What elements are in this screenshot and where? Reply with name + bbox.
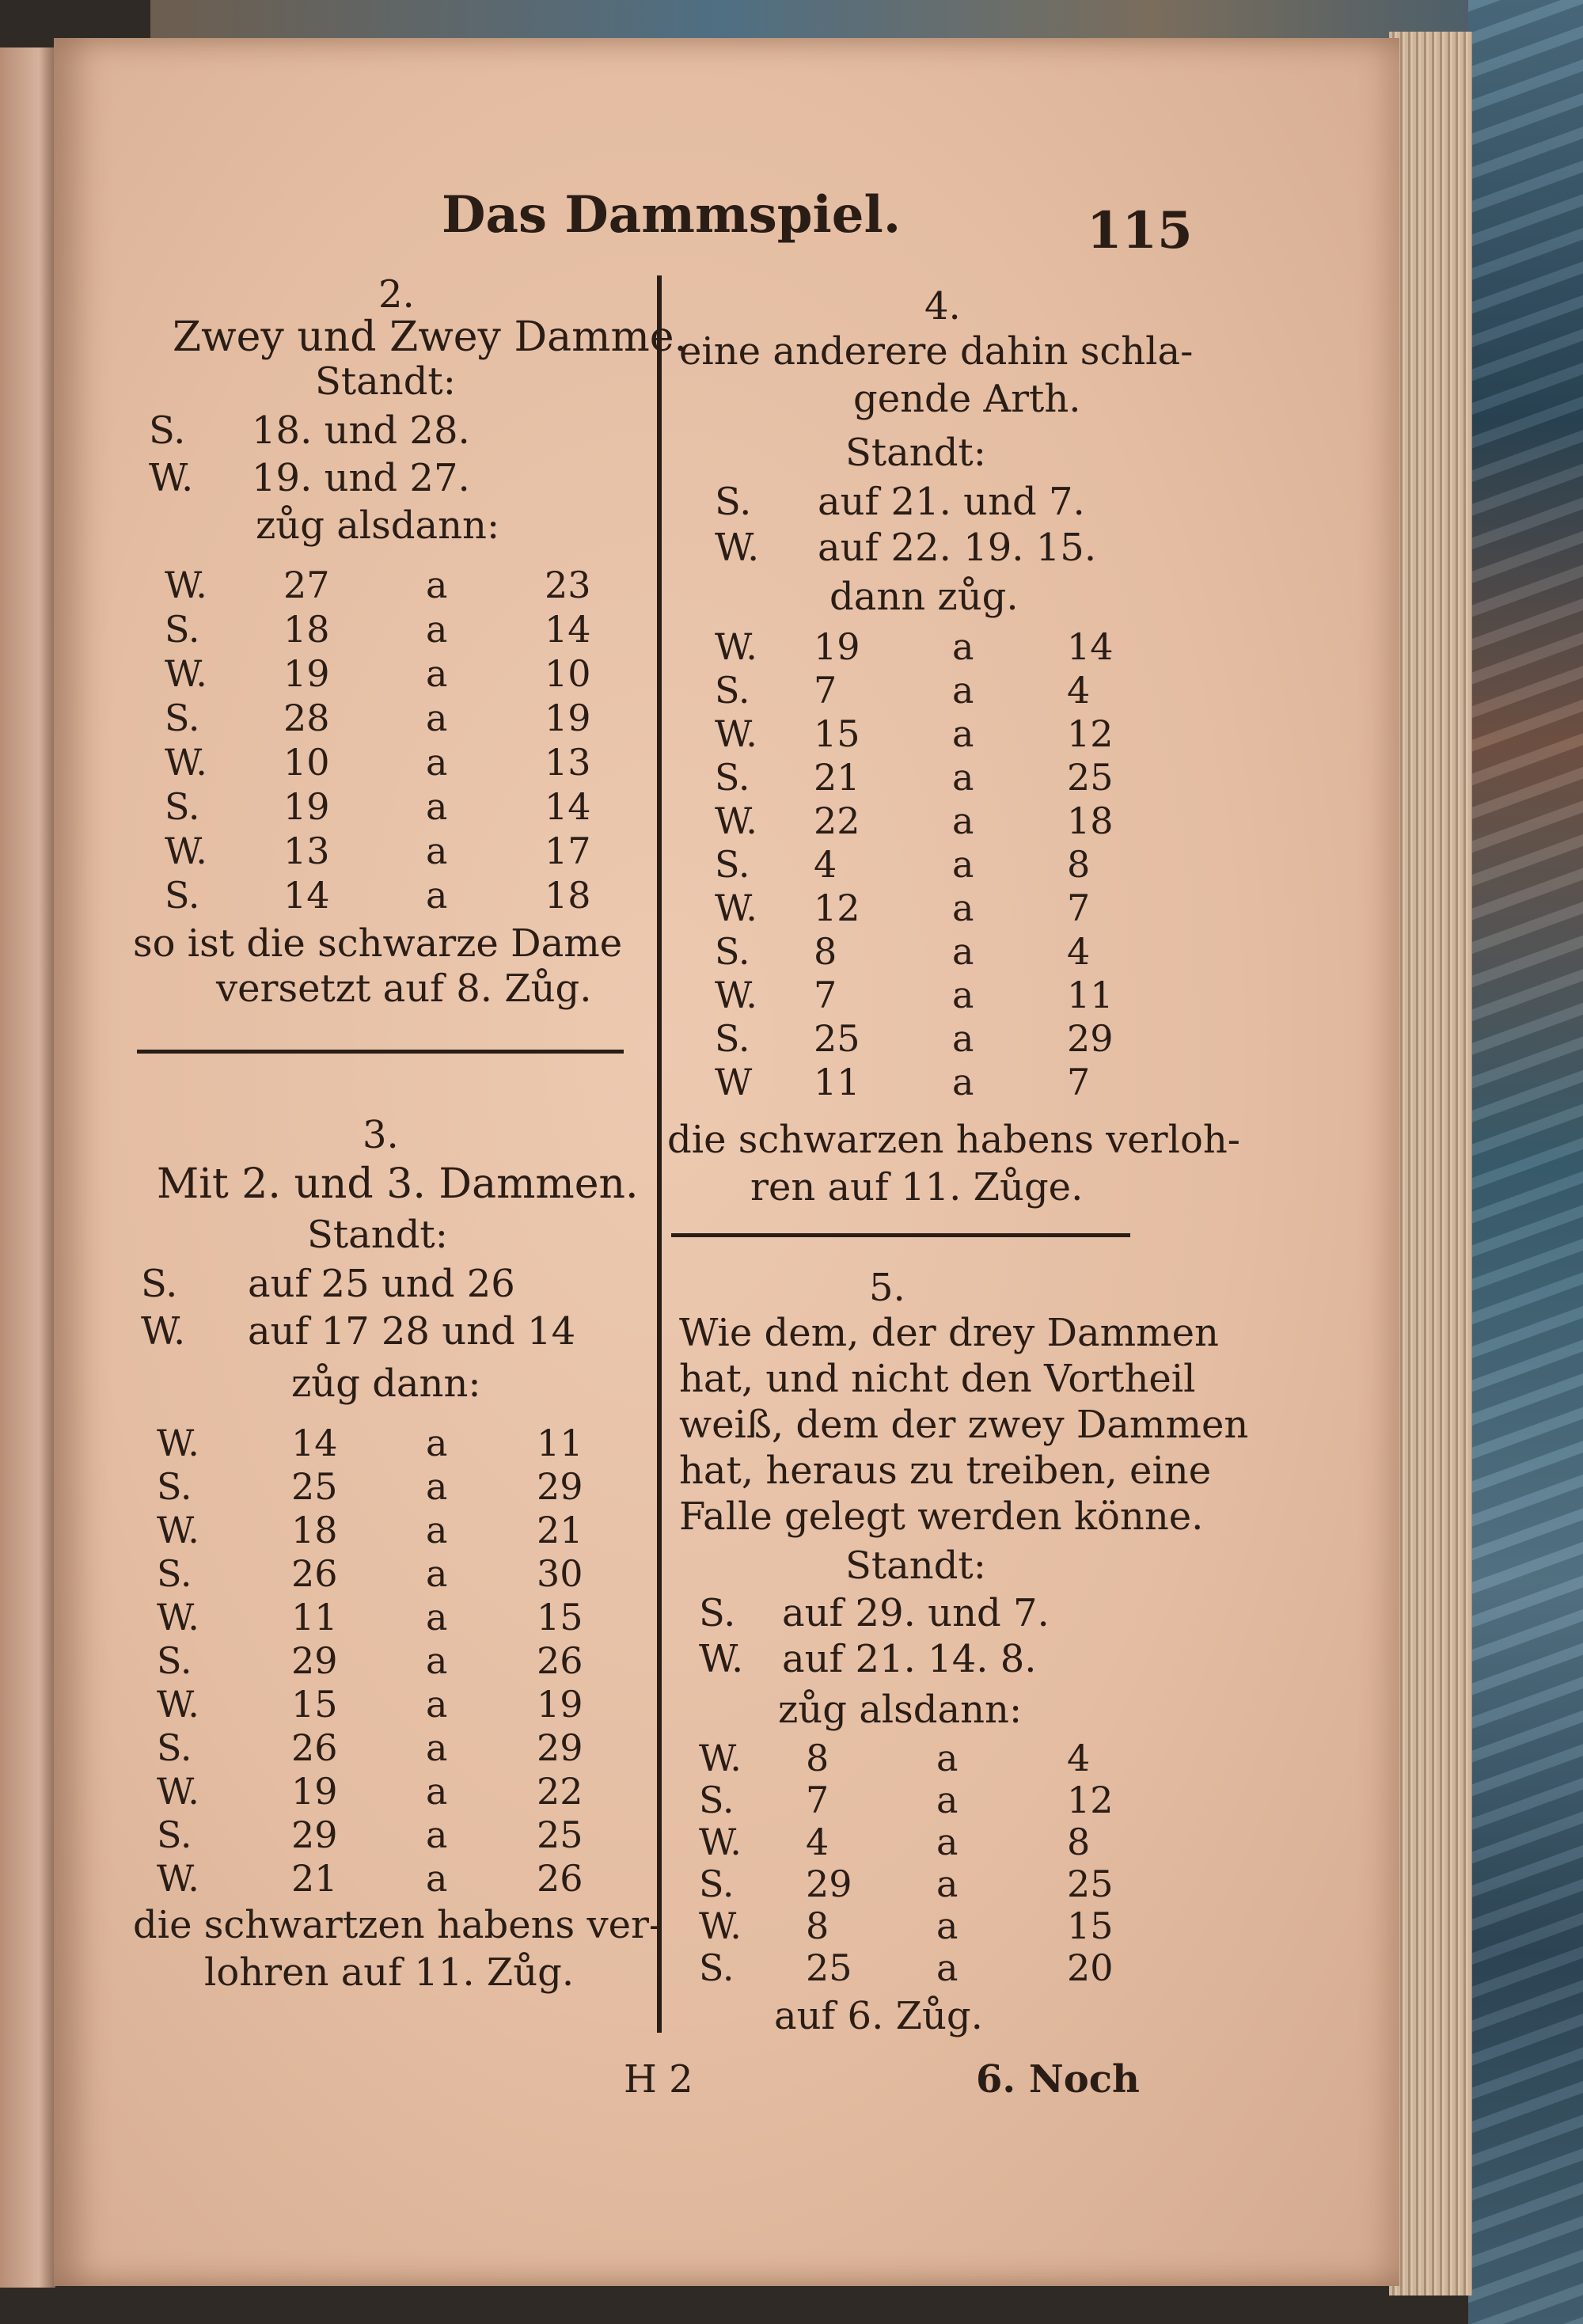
move-side: W.: [715, 974, 757, 1016]
move-side: S.: [157, 1639, 192, 1682]
move-from: 19: [814, 625, 860, 668]
move-separator: a: [952, 799, 974, 842]
moves-label: zůg alsdann:: [778, 1688, 1023, 1732]
move-separator: a: [936, 1904, 959, 1947]
move-separator: a: [426, 697, 448, 739]
move-separator: a: [952, 930, 974, 973]
move-side: W.: [715, 887, 757, 929]
move-to: 25: [1067, 1863, 1114, 1905]
move-side: W.: [157, 1857, 199, 1900]
move-separator: a: [426, 1770, 448, 1813]
move-to: 11: [1067, 974, 1114, 1016]
move-separator: a: [426, 652, 448, 695]
move-to: 8: [1067, 843, 1091, 886]
section-divider: [137, 1050, 624, 1054]
move-from: 25: [291, 1465, 338, 1508]
standt-side: S.: [149, 408, 186, 453]
move-separator: a: [952, 887, 974, 929]
move-from: 19: [291, 1770, 338, 1813]
move-from: 28: [283, 697, 330, 739]
move-from: 29: [806, 1863, 852, 1905]
move-to: 19: [537, 1683, 583, 1726]
move-side: S.: [165, 874, 200, 917]
standt-side: W.: [699, 1637, 744, 1681]
standt-side: W.: [141, 1309, 186, 1354]
result-line: auf 6. Zůg.: [774, 1994, 983, 2038]
result-line: so ist die schwarze Dame: [133, 921, 623, 966]
move-to: 20: [1067, 1946, 1114, 1989]
move-to: 29: [1067, 1017, 1114, 1060]
move-to: 14: [545, 608, 591, 651]
move-from: 12: [814, 887, 860, 929]
move-side: S.: [699, 1863, 735, 1905]
move-side: W.: [157, 1770, 199, 1813]
move-side: S.: [699, 1779, 735, 1821]
move-separator: a: [952, 669, 974, 712]
move-side: S.: [715, 756, 750, 799]
move-to: 29: [537, 1726, 583, 1769]
move-from: 19: [283, 652, 330, 695]
standt-side: S.: [715, 480, 752, 524]
move-from: 7: [814, 974, 837, 1016]
move-separator: a: [426, 1813, 448, 1856]
move-to: 30: [537, 1552, 583, 1595]
result-line: die schwartzen habens ver-: [133, 1903, 662, 1947]
section-title: gende Arth.: [853, 377, 1081, 421]
move-separator: a: [952, 1061, 974, 1103]
section-title: Mit 2. und 3. Dammen.: [157, 1160, 639, 1208]
move-from: 14: [283, 874, 330, 917]
moves-label: dann zůg.: [829, 575, 1019, 619]
move-from: 26: [291, 1726, 338, 1769]
standt-label: Standt:: [315, 359, 456, 404]
page-number: 115: [1087, 201, 1193, 260]
move-separator: a: [426, 608, 448, 651]
move-separator: a: [952, 756, 974, 799]
move-separator: a: [952, 843, 974, 886]
move-to: 17: [545, 830, 591, 872]
section-number: 2.: [378, 272, 415, 317]
standt-side: S.: [699, 1591, 736, 1635]
move-to: 21: [537, 1509, 583, 1551]
standt-value: auf 25 und 26: [248, 1262, 515, 1306]
move-side: S.: [157, 1813, 192, 1856]
book-page: [54, 38, 1399, 2286]
section-title: Zwey und Zwey Damme.: [173, 313, 688, 361]
move-to: 19: [545, 697, 591, 739]
move-from: 18: [283, 608, 330, 651]
move-side: S.: [715, 930, 750, 973]
move-separator: a: [426, 564, 448, 606]
move-to: 29: [537, 1465, 583, 1508]
standt-value: auf 21. 14. 8.: [782, 1637, 1037, 1681]
move-to: 23: [545, 564, 591, 606]
standt-value: auf 22. 19. 15.: [818, 526, 1097, 570]
move-from: 29: [291, 1639, 338, 1682]
move-side: W.: [165, 652, 207, 695]
move-to: 8: [1067, 1821, 1091, 1863]
page-title: Das Dammspiel.: [442, 185, 902, 245]
move-separator: a: [426, 1422, 448, 1464]
move-separator: a: [426, 874, 448, 917]
section-title: Wie dem, der drey Dammen: [679, 1311, 1219, 1355]
move-side: W.: [699, 1737, 742, 1779]
move-side: W.: [699, 1904, 742, 1947]
move-side: W.: [165, 564, 207, 606]
catchword: 6. Noch: [976, 2057, 1140, 2102]
move-to: 4: [1067, 930, 1091, 973]
move-from: 18: [291, 1509, 338, 1551]
standt-value: auf 29. und 7.: [782, 1591, 1050, 1635]
move-side: W.: [715, 625, 757, 668]
result-line: die schwarzen habens verloh-: [667, 1118, 1241, 1162]
standt-value: auf 21. und 7.: [818, 480, 1085, 524]
result-line: ren auf 11. Zůge.: [750, 1165, 1084, 1209]
moves-label: zůg alsdann:: [256, 503, 500, 548]
section-title: weiß, dem der zwey Dammen: [679, 1403, 1249, 1447]
move-from: 7: [814, 669, 837, 712]
section-title: eine anderere dahin schla-: [679, 329, 1194, 374]
move-to: 7: [1067, 887, 1091, 929]
move-separator: a: [952, 712, 974, 755]
move-to: 15: [537, 1596, 583, 1639]
section-number: 4.: [924, 284, 961, 328]
section-divider: [671, 1233, 1130, 1237]
result-line: lohren auf 11. Zůg.: [204, 1950, 575, 1995]
standt-label: Standt:: [845, 431, 986, 475]
move-separator: a: [952, 1017, 974, 1060]
move-from: 21: [814, 756, 860, 799]
move-to: 12: [1067, 1779, 1114, 1821]
move-side: W.: [157, 1683, 199, 1726]
move-to: 25: [1067, 756, 1114, 799]
move-side: W.: [715, 712, 757, 755]
move-from: 25: [806, 1946, 852, 1989]
move-from: 29: [291, 1813, 338, 1856]
move-to: 18: [1067, 799, 1114, 842]
page-stack-edges: [1389, 32, 1472, 2296]
move-separator: a: [426, 830, 448, 872]
move-side: S.: [165, 697, 200, 739]
move-side: S.: [157, 1465, 192, 1508]
standt-side: W.: [715, 526, 760, 570]
move-from: 8: [814, 930, 837, 973]
move-separator: a: [952, 974, 974, 1016]
move-to: 10: [545, 652, 591, 695]
move-separator: a: [426, 1596, 448, 1639]
move-separator: a: [936, 1946, 959, 1989]
move-separator: a: [426, 1683, 448, 1726]
move-from: 11: [291, 1596, 338, 1639]
section-title: Falle gelegt werden könne.: [679, 1494, 1204, 1539]
move-separator: a: [426, 1552, 448, 1595]
move-from: 8: [806, 1737, 829, 1779]
move-side: S.: [157, 1552, 192, 1595]
section-title: hat, heraus zu treiben, eine: [679, 1449, 1212, 1493]
move-side: W.: [165, 741, 207, 784]
move-from: 4: [806, 1821, 829, 1863]
standt-label: Standt:: [845, 1544, 986, 1588]
move-side: S.: [715, 1017, 750, 1060]
move-from: 15: [291, 1683, 338, 1726]
move-from: 21: [291, 1857, 338, 1900]
move-from: 15: [814, 712, 860, 755]
move-side: W.: [165, 830, 207, 872]
move-side: S.: [699, 1946, 735, 1989]
move-to: 14: [1067, 625, 1114, 668]
column-divider: [657, 275, 662, 2033]
move-to: 4: [1067, 1737, 1091, 1779]
facing-page-edge: [0, 47, 55, 2288]
move-separator: a: [936, 1737, 959, 1779]
move-side: S.: [165, 608, 200, 651]
move-separator: a: [426, 1465, 448, 1508]
move-from: 25: [814, 1017, 860, 1060]
book-cover-marbled-edge: [1468, 0, 1583, 2324]
move-side: W.: [715, 799, 757, 842]
move-to: 15: [1067, 1904, 1114, 1947]
move-from: 26: [291, 1552, 338, 1595]
move-to: 11: [537, 1422, 583, 1464]
move-from: 22: [814, 799, 860, 842]
signature-mark: H 2: [624, 2057, 693, 2102]
move-to: 4: [1067, 669, 1091, 712]
move-side: S.: [715, 669, 750, 712]
section-title: hat, und nicht den Vortheil: [679, 1357, 1196, 1401]
section-number: 5.: [869, 1266, 905, 1310]
moves-label: zůg dann:: [291, 1361, 481, 1406]
move-to: 13: [545, 741, 591, 784]
move-side: S.: [165, 785, 200, 828]
move-from: 14: [291, 1422, 338, 1464]
move-side: W.: [157, 1422, 199, 1464]
move-separator: a: [936, 1779, 959, 1821]
move-from: 8: [806, 1904, 829, 1947]
move-separator: a: [426, 1639, 448, 1682]
move-separator: a: [426, 741, 448, 784]
move-side: W.: [157, 1596, 199, 1639]
move-to: 12: [1067, 712, 1114, 755]
move-from: 11: [814, 1061, 860, 1103]
standt-side: S.: [141, 1262, 178, 1306]
move-to: 7: [1067, 1061, 1091, 1103]
move-to: 18: [545, 874, 591, 917]
standt-side: W.: [149, 456, 194, 500]
move-side: S.: [715, 843, 750, 886]
move-from: 10: [283, 741, 330, 784]
move-from: 4: [814, 843, 837, 886]
move-separator: a: [936, 1863, 959, 1905]
move-separator: a: [936, 1821, 959, 1863]
standt-value: auf 17 28 und 14: [248, 1309, 576, 1354]
move-from: 19: [283, 785, 330, 828]
standt-label: Standt:: [307, 1213, 448, 1257]
move-from: 27: [283, 564, 330, 606]
result-line: versetzt auf 8. Zůg.: [216, 966, 592, 1011]
section-number: 3.: [363, 1113, 399, 1157]
move-from: 13: [283, 830, 330, 872]
standt-value: 19. und 27.: [252, 456, 470, 500]
move-to: 25: [537, 1813, 583, 1856]
standt-value: 18. und 28.: [252, 408, 470, 453]
move-separator: a: [426, 1509, 448, 1551]
move-from: 7: [806, 1779, 829, 1821]
move-to: 22: [537, 1770, 583, 1813]
move-side: W: [715, 1061, 753, 1103]
move-side: W.: [699, 1821, 742, 1863]
move-separator: a: [952, 625, 974, 668]
move-separator: a: [426, 1857, 448, 1900]
move-separator: a: [426, 1726, 448, 1769]
move-to: 14: [545, 785, 591, 828]
move-separator: a: [426, 785, 448, 828]
move-to: 26: [537, 1639, 583, 1682]
move-side: W.: [157, 1509, 199, 1551]
move-side: S.: [157, 1726, 192, 1769]
move-to: 26: [537, 1857, 583, 1900]
